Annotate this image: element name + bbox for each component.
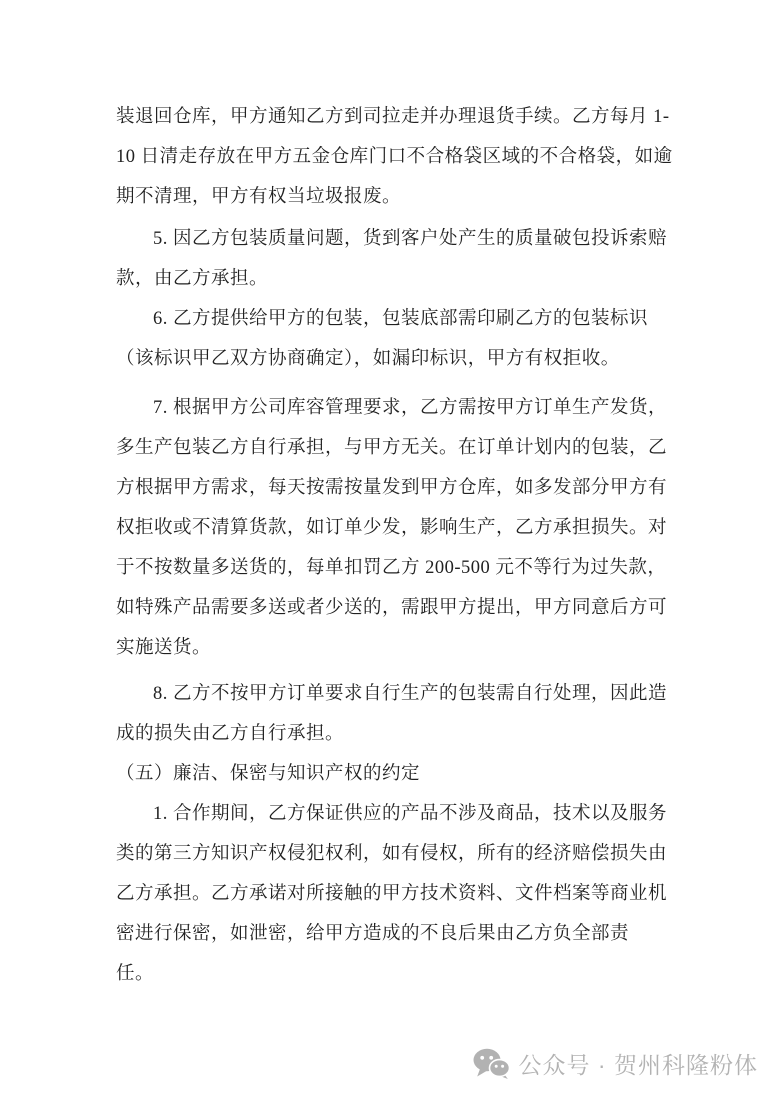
document-line: 装退回仓库，甲方通知乙方到司拉走并办理退货手续。乙方每月 1- <box>116 107 670 127</box>
section-heading <box>116 754 662 794</box>
document-line: 实施送货。 <box>116 638 212 658</box>
document-line: 8. 乙方不按甲方订单要求自行生产的包装需自行处理，因此造 <box>153 684 668 704</box>
document-line: 10 日清走存放在甲方五金仓库门口不合格袋区域的不合格袋，如逾 <box>116 147 673 167</box>
watermark-text: 公众号 · 贺州科隆粉体 <box>518 1052 758 1078</box>
document-line: 如特殊产品需要多送或者少送的，需跟甲方提出，甲方同意后方可 <box>116 598 668 618</box>
paragraph <box>116 219 668 299</box>
document-line: 款，由乙方承担。 <box>116 269 269 289</box>
document-line: 密进行保密，如泄密，给甲方造成的不良后果由乙方负全部责 <box>116 924 630 944</box>
paragraph <box>116 674 668 754</box>
document-line: 权拒收或不清算货款，如订单少发，影响生产，乙方承担损失。对 <box>116 518 668 538</box>
paragraph <box>116 794 668 994</box>
document-line: 成的损失由乙方自行承担。 <box>116 724 345 744</box>
document-line: 任。 <box>116 964 155 984</box>
document-line: 期不清理，甲方有权当垃圾报废。 <box>116 187 402 207</box>
document-line: 多生产包装乙方自行承担，与甲方无关。在订单计划内的包装，乙 <box>116 438 668 458</box>
document-line: 类的第三方知识产权侵犯权利，如有侵权，所有的经济赔偿损失由 <box>116 844 668 864</box>
paragraph <box>116 97 673 217</box>
paragraph <box>116 299 662 379</box>
document-line: 乙方承担。乙方承诺对所接触的甲方技术资料、文件档案等商业机 <box>116 884 668 904</box>
document-line: （该标识甲乙双方协商确定），如漏印标识，甲方有权拒收。 <box>116 349 620 369</box>
watermark <box>473 1047 758 1080</box>
document-line: 1. 合作期间，乙方保证供应的产品不涉及商品，技术以及服务 <box>153 804 668 824</box>
document-line: 6. 乙方提供给甲方的包装，包装底部需印刷乙方的包装标识 <box>153 309 649 329</box>
paragraph <box>116 388 668 668</box>
document-line: 方根据甲方需求，每天按需按量发到甲方仓库，如多发部分甲方有 <box>116 478 668 498</box>
document-line: 5. 因乙方包装质量问题，货到客户处产生的质量破包投诉索赔 <box>153 229 668 249</box>
document-line: 于不按数量多送货的，每单扣罚乙方 200-500 元不等行为过失款， <box>116 558 667 578</box>
document-line: 7. 根据甲方公司库容管理要求，乙方需按甲方订单生产发货， <box>153 398 668 418</box>
wechat-icon <box>473 1048 510 1079</box>
document-body <box>116 97 673 994</box>
document-line: （五）廉洁、保密与知识产权的约定 <box>116 764 421 784</box>
